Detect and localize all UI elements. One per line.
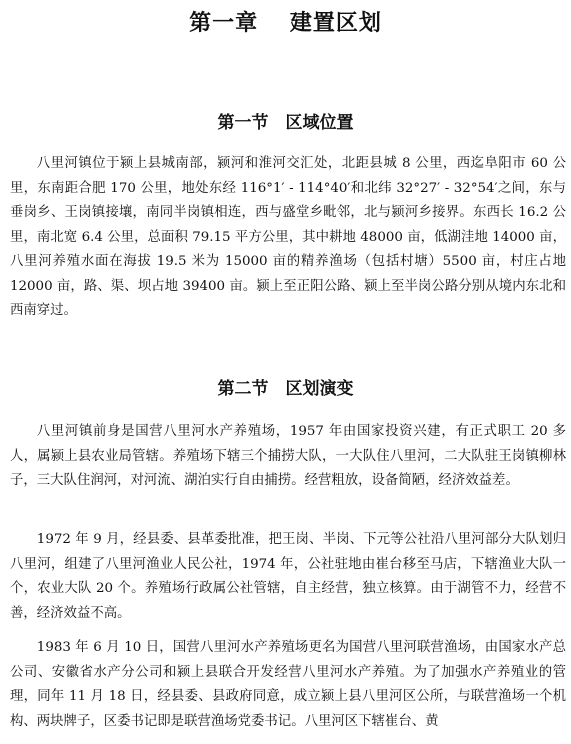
paragraph-evolution-2: 1972 年 9 月，经县委、县革委批准，把王岗、半岗、下元等公社沿八里河部分大队划归八里河，组建了八里河渔业人民公社，1974 年，公社驻地由崔台移至马店，下辖渔业大队一个，农业大队 20 个。养殖场行政属公社管辖，自主经营，独立核算。由于湖管不力，经营不善，经济效益不高。 bbox=[10, 532, 566, 621]
chapter-title: 第一章 建置区划 bbox=[189, 11, 382, 36]
paragraph-evolution-1: 八里河镇前身是国营八里河水产养殖场，1957 年由国家投资兴建，有正式职工 20 多人，属颍上县农业局管辖。养殖场下辖三个捕捞大队，一大队住八里河，二大队驻王岗镇柳林子，三大队住润河，对河流、湖泊实行自由捕捞。经营粗放，设备简陋，经济效益差。 bbox=[10, 424, 566, 488]
paragraph-evolution-3: 1983 年 6 月 10 日，国营八里河水产养殖场更名为国营八里河联营渔场，由国家水产总公司、安徽省水产分公司和颍上县联合开发经营八里河水产养殖。为了加强水产养殖业的管理，同年 11 月 18 日，经县委、县政府同意，成立颍上县八里河区公所，与联营渔场一个机构、两块牌子，区委书记即是联营渔场党委书记。八里河区下辖崔台、黄 bbox=[10, 640, 566, 729]
paragraph-location: 八里河镇位于颍上县城南部，颍河和淮河交汇处，北距县城 8 公里，西迄阜阳市 60 公里，东南距合肥 170 公里，地处东经 116°1′ - 114°40′和北纬 32°27′ - 32°54′之间，东与垂岗乡、王岗镇接壤，南同半岗镇相连，西与盛堂乡毗邻，北与颍河乡接界。东西长 16.2 公里，南北宽 6.4 公里，总面积 79.15 平方公里，其中耕地 48000 亩，低湖洼地 14000 亩，八里河养殖水面在海拔 19.5 米为 15000 亩的精养渔场（包括村塘）5500 亩，村庄占地 12000 亩，路、渠、坝占地 39400 亩。颍上至正阳公路、颍上至半岗公路分别从境内东北和西南穿过。 bbox=[10, 156, 566, 318]
section-title-location: 第一节 区域位置 bbox=[217, 113, 354, 133]
section-title-evolution: 第二节 区划演变 bbox=[217, 379, 354, 399]
